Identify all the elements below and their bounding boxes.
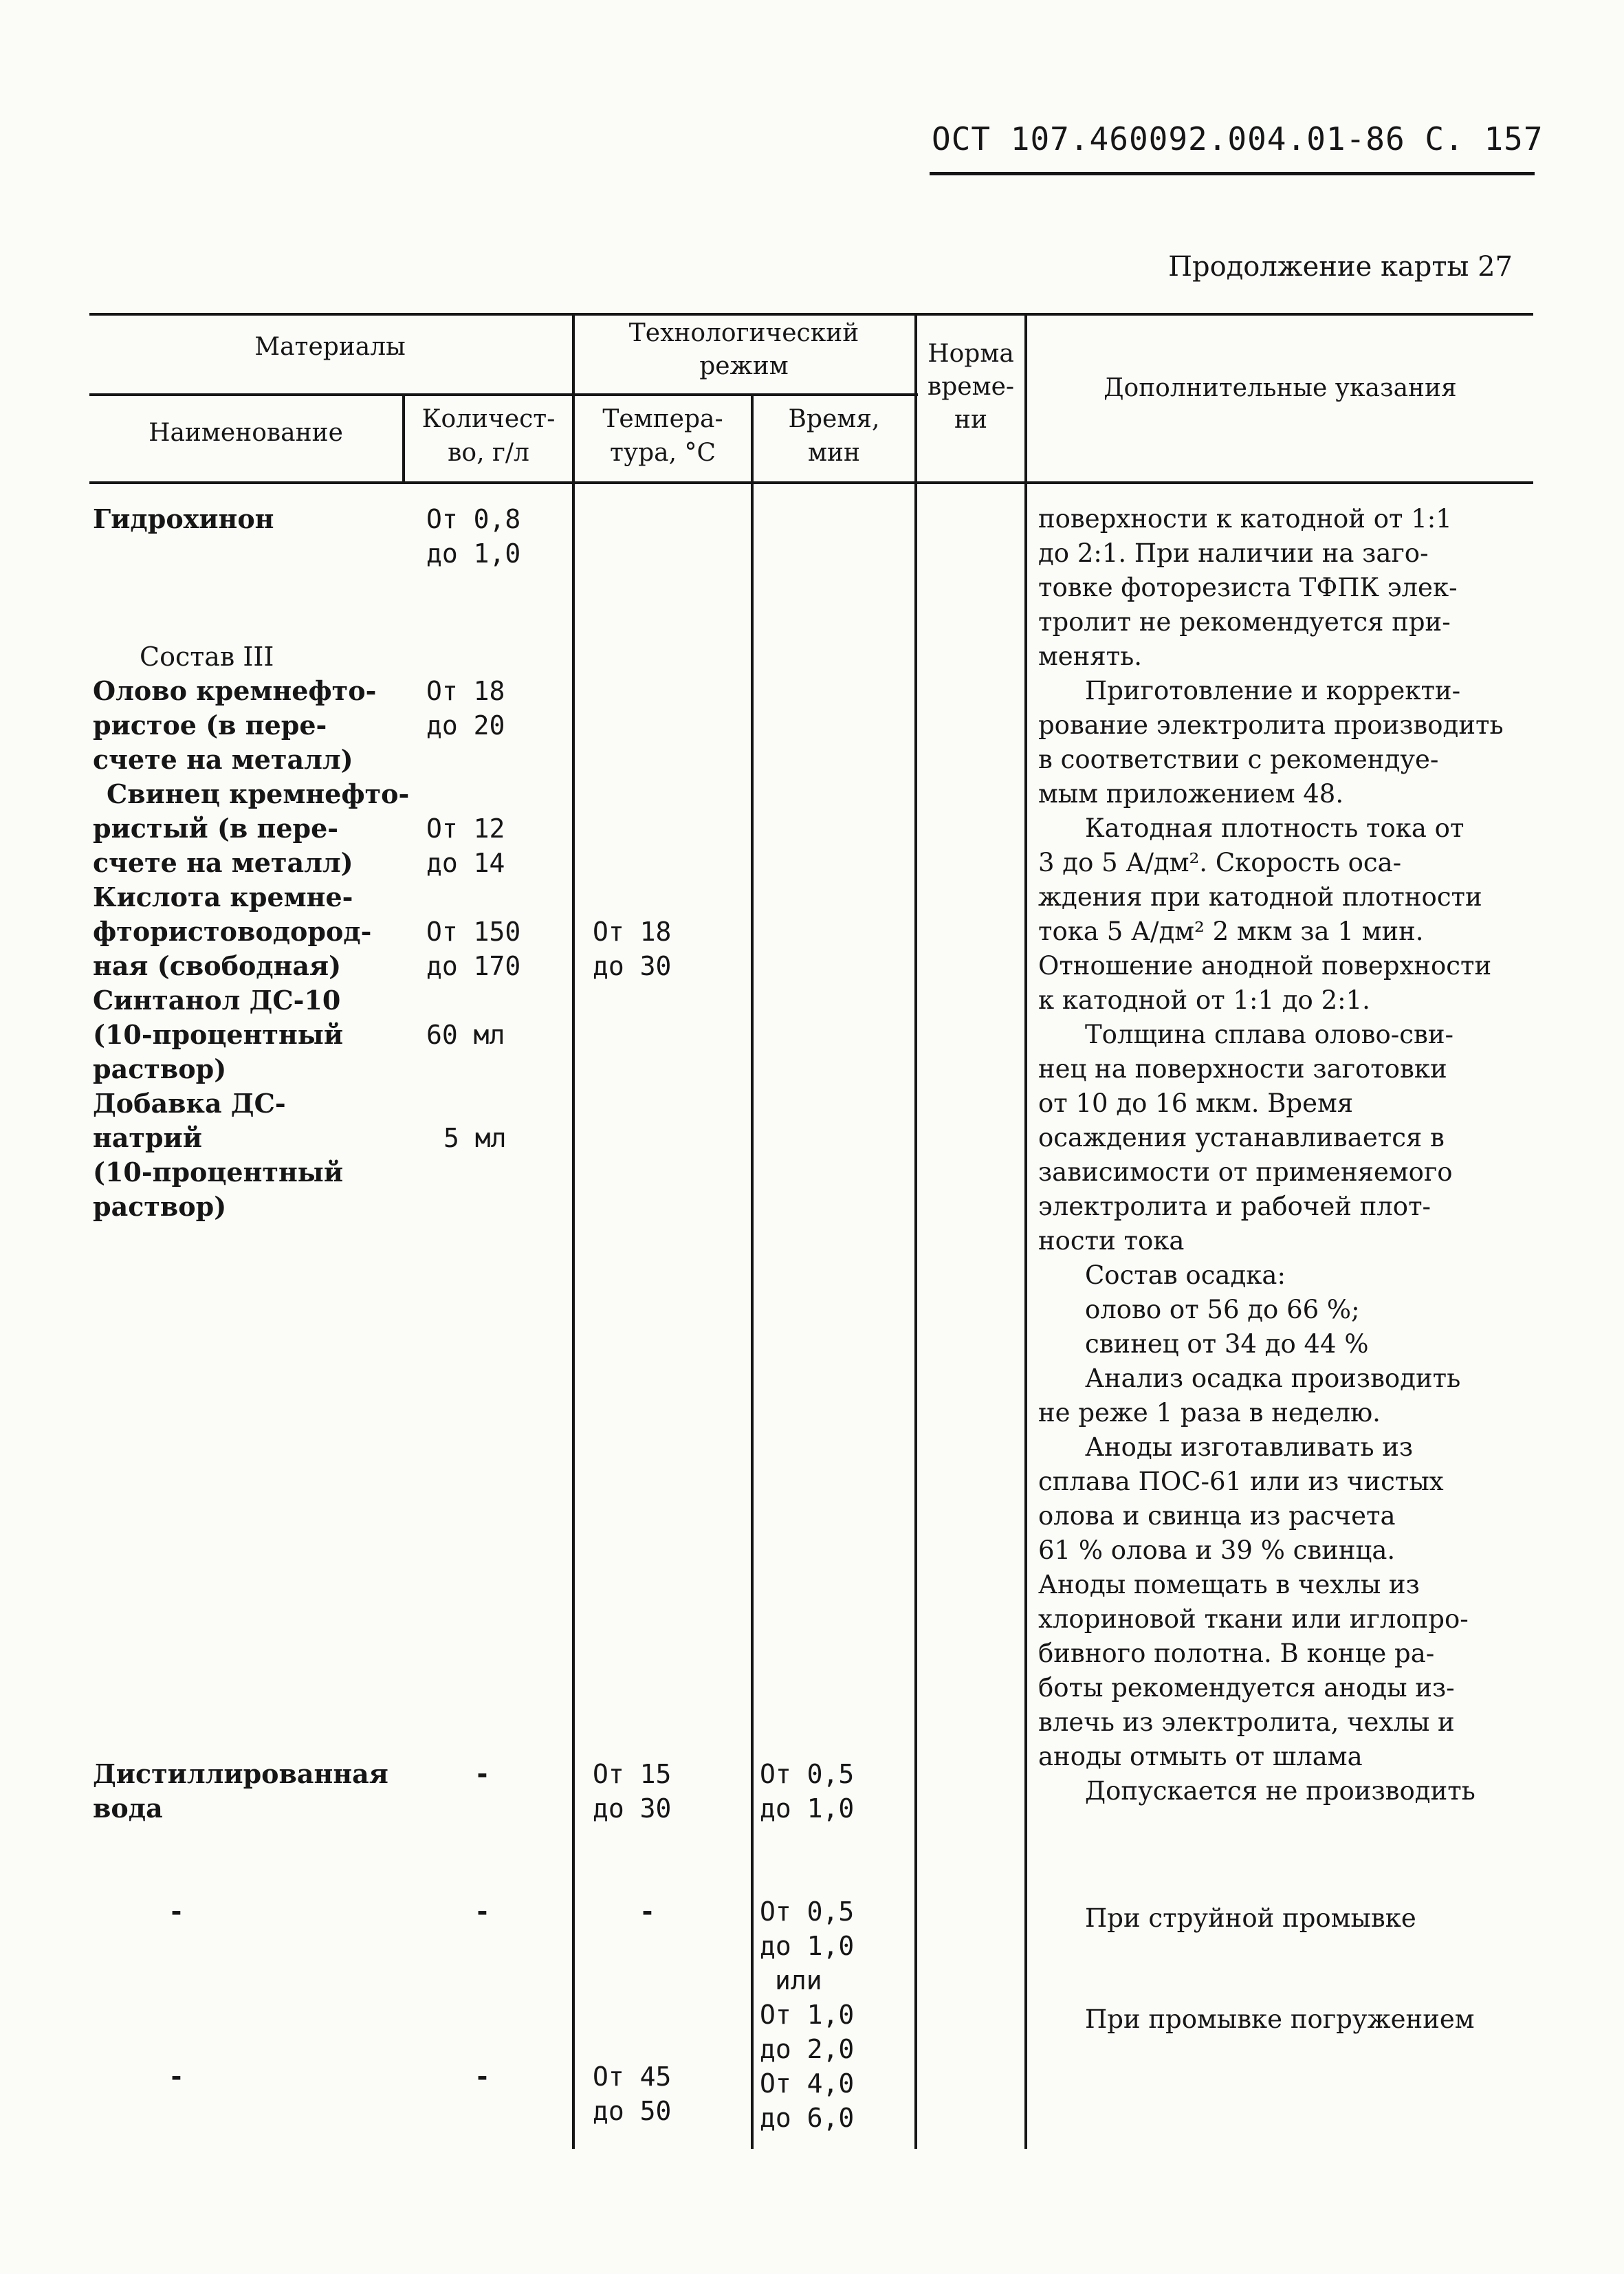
name-lead: ристый (в пере-	[93, 813, 339, 844]
note-line: 3 до 5 А/дм². Скорость оса-	[1038, 848, 1402, 877]
name-rinse2: -	[168, 2062, 184, 2092]
note-line: ждения при катодной плотности	[1038, 882, 1482, 912]
note-jet-rinse: При струйной промывке	[1085, 1903, 1416, 1933]
header-temp-1: Темпера-	[602, 405, 723, 433]
header-time-2: мин	[808, 439, 860, 467]
header-time-1: Время,	[788, 405, 880, 433]
qty-line: до 20	[426, 710, 505, 741]
time-rinse2	[760, 2066, 854, 2135]
qty-line: до 170	[426, 951, 521, 981]
notes-block	[1038, 502, 1504, 1808]
temp-water	[593, 1757, 671, 1826]
note-line: боты рекомендуется аноды из-	[1038, 1673, 1455, 1703]
header-norm-2: време-	[927, 373, 1015, 401]
note-line: не реже 1 раза в неделю.	[1038, 1398, 1381, 1428]
document-code: ОСТ 107.460092.004.01-86 С. 157	[932, 120, 1544, 157]
temp-line: От 18	[593, 917, 672, 947]
col-divider-4	[914, 313, 917, 2149]
qty-tin	[426, 674, 505, 743]
name-syntanol: (10-процентный	[93, 1019, 344, 1050]
header-norm-3: ни	[954, 406, 987, 434]
name-lead: счете на металл)	[93, 847, 353, 878]
qty-line: От 150	[426, 917, 521, 947]
note-line: сплава ПОС-61 или из чистых	[1038, 1467, 1444, 1496]
name-acid: ная (свободная)	[93, 950, 342, 981]
qty-rinse2: -	[474, 2062, 490, 2092]
name-tin: Олово кремнефто-	[93, 675, 377, 706]
qty-line: до 1,0	[426, 538, 521, 569]
note-line: тока 5 А/дм² 2 мкм за 1 мин.	[1038, 917, 1424, 946]
note-line: 61 % олова и 39 % свинца.	[1038, 1535, 1396, 1565]
header-rule	[930, 172, 1535, 175]
note-line: бивного полотна. В конце ра-	[1038, 1639, 1435, 1668]
qty-line: От 12	[426, 813, 505, 844]
note-line: аноды отмыть от шлама	[1038, 1742, 1363, 1771]
temp-line: От 45	[593, 2062, 672, 2092]
qty-rinse1: -	[474, 1896, 490, 1927]
note-line: поверхности к катодной от 1:1	[1038, 504, 1452, 534]
name-acid: фтористоводород-	[93, 916, 372, 947]
note-line: электролита и рабочей плот-	[1038, 1192, 1431, 1221]
note-line: в соответствии с рекомендуе-	[1038, 745, 1439, 774]
note-line: олова и свинца из расчета	[1038, 1501, 1396, 1531]
time-line: От 1,0	[760, 2000, 855, 2030]
note-line: менять.	[1038, 642, 1143, 671]
qty-line: От 0,8	[426, 504, 521, 534]
header-temp-2: тура, °С	[609, 439, 716, 467]
qty-syntanol: 60 мл	[426, 1020, 505, 1050]
note-line: мым приложением 48.	[1038, 779, 1344, 809]
header-norm-1: Норма	[928, 340, 1014, 368]
note-immersion-rinse: При промывке погружением	[1085, 2004, 1475, 2034]
time-line: до 6,0	[760, 2103, 855, 2133]
time-line: до 1,0	[760, 1793, 855, 1824]
note-line: осаждения устанавливается в	[1038, 1123, 1445, 1152]
materials-name-column	[93, 502, 409, 1224]
qty-hydroquinone	[426, 502, 520, 571]
name-water	[93, 1757, 388, 1826]
name-water-line: вода	[93, 1793, 163, 1824]
note-line: Аноды помещать в чехлы из	[1038, 1570, 1420, 1599]
header-tech-mode-1: Технологический	[628, 319, 859, 347]
name-tin: счете на металл)	[93, 744, 353, 775]
name-syntanol: раствор)	[93, 1053, 227, 1084]
note-line: Отношение анодной поверхности	[1038, 951, 1492, 981]
temp-line: От 15	[593, 1759, 672, 1789]
note-line: ности тока	[1038, 1226, 1185, 1256]
name-additive: (10-процентный	[93, 1157, 344, 1188]
temp-rinse1: -	[639, 1896, 655, 1927]
note-line: нец на поверхности заготовки	[1038, 1054, 1447, 1084]
note-line: товке фоторезиста ТФПК элек-	[1038, 573, 1458, 602]
note-line: свинец от 34 до 44 %	[1085, 1329, 1369, 1359]
header-tech-mode-2: режим	[699, 352, 789, 380]
qty-water: -	[474, 1759, 490, 1789]
note-line: Приготовление и корректи-	[1085, 676, 1461, 706]
col-divider-2	[572, 313, 575, 2149]
name-additive: раствор)	[93, 1191, 227, 1222]
name-hydroquinone: Гидрохинон	[93, 503, 274, 534]
note-line: Состав осадка:	[1085, 1260, 1286, 1290]
header-additional: Дополнительные указания	[1104, 374, 1457, 402]
temp-line: до 30	[593, 951, 672, 981]
note-line: Анализ осадка производить	[1085, 1364, 1461, 1393]
time-line: От 0,5	[760, 1759, 855, 1789]
temp-rinse2	[593, 2059, 671, 2128]
note-line: Катодная плотность тока от	[1085, 813, 1464, 843]
name-additive: Добавка ДС-	[93, 1088, 286, 1119]
name-syntanol: Синтанол ДС-10	[93, 985, 341, 1016]
name-lead: Свинец кремнефто-	[107, 778, 410, 809]
qty-line: до 14	[426, 848, 505, 878]
name-rinse1: -	[168, 1896, 184, 1927]
name-acid: Кислота кремне-	[93, 882, 353, 912]
composition-label: Состав III	[140, 642, 274, 672]
note-line: олово от 56 до 66 %;	[1085, 1295, 1360, 1324]
header-qty-2: во, г/л	[448, 439, 529, 467]
table-top-rule	[89, 313, 1533, 316]
note-line: Толщина сплава олово-сви-	[1085, 1020, 1453, 1049]
note-line: зависимости от применяемого	[1038, 1157, 1453, 1187]
time-water	[760, 1757, 854, 1826]
time-line: От 0,5	[760, 1896, 855, 1927]
note-line: до 2:1. При наличии на заго-	[1038, 538, 1429, 568]
qty-lead	[426, 811, 505, 880]
temp-line: до 30	[593, 1793, 672, 1824]
note-line: влечь из электролита, чехлы и	[1038, 1707, 1455, 1737]
note-line: хлориновой ткани или иглопро-	[1038, 1604, 1469, 1634]
qty-line: От 18	[426, 676, 505, 706]
header-bottom-rule	[89, 481, 1533, 484]
name-tin: ристое (в пере-	[93, 710, 327, 741]
subheader-rule-left	[89, 393, 918, 396]
time-rinse1	[760, 1894, 854, 2066]
time-line: до 2,0	[760, 2034, 855, 2064]
temp-acid	[593, 915, 671, 983]
col-divider-5	[1024, 313, 1027, 2149]
continuation-label: Продолжение карты 27	[1168, 251, 1513, 283]
time-line: От 4,0	[760, 2068, 855, 2099]
note-line: Допускается не производить	[1085, 1776, 1475, 1806]
note-line: от 10 до 16 мкм. Время	[1038, 1089, 1354, 1118]
note-line: рование электролита производить	[1038, 710, 1504, 740]
note-line: Аноды изготавливать из	[1085, 1432, 1414, 1462]
header-qty-1: Количест-	[421, 405, 556, 433]
note-line: тролит не рекомендуется при-	[1038, 607, 1451, 637]
note-line: к катодной от 1:1 до 2:1.	[1038, 985, 1370, 1015]
time-line: или	[775, 1965, 822, 1996]
header-name: Наименование	[149, 419, 343, 447]
temp-line: до 50	[593, 2096, 672, 2126]
qty-acid	[426, 915, 520, 983]
qty-additive: 5 мл	[443, 1123, 507, 1153]
name-water-line: Дистиллированная	[93, 1758, 388, 1789]
header-materials: Материалы	[254, 333, 406, 361]
col-divider-3	[751, 393, 754, 2149]
name-additive: натрий	[93, 1122, 202, 1153]
time-line: до 1,0	[760, 1931, 855, 1961]
